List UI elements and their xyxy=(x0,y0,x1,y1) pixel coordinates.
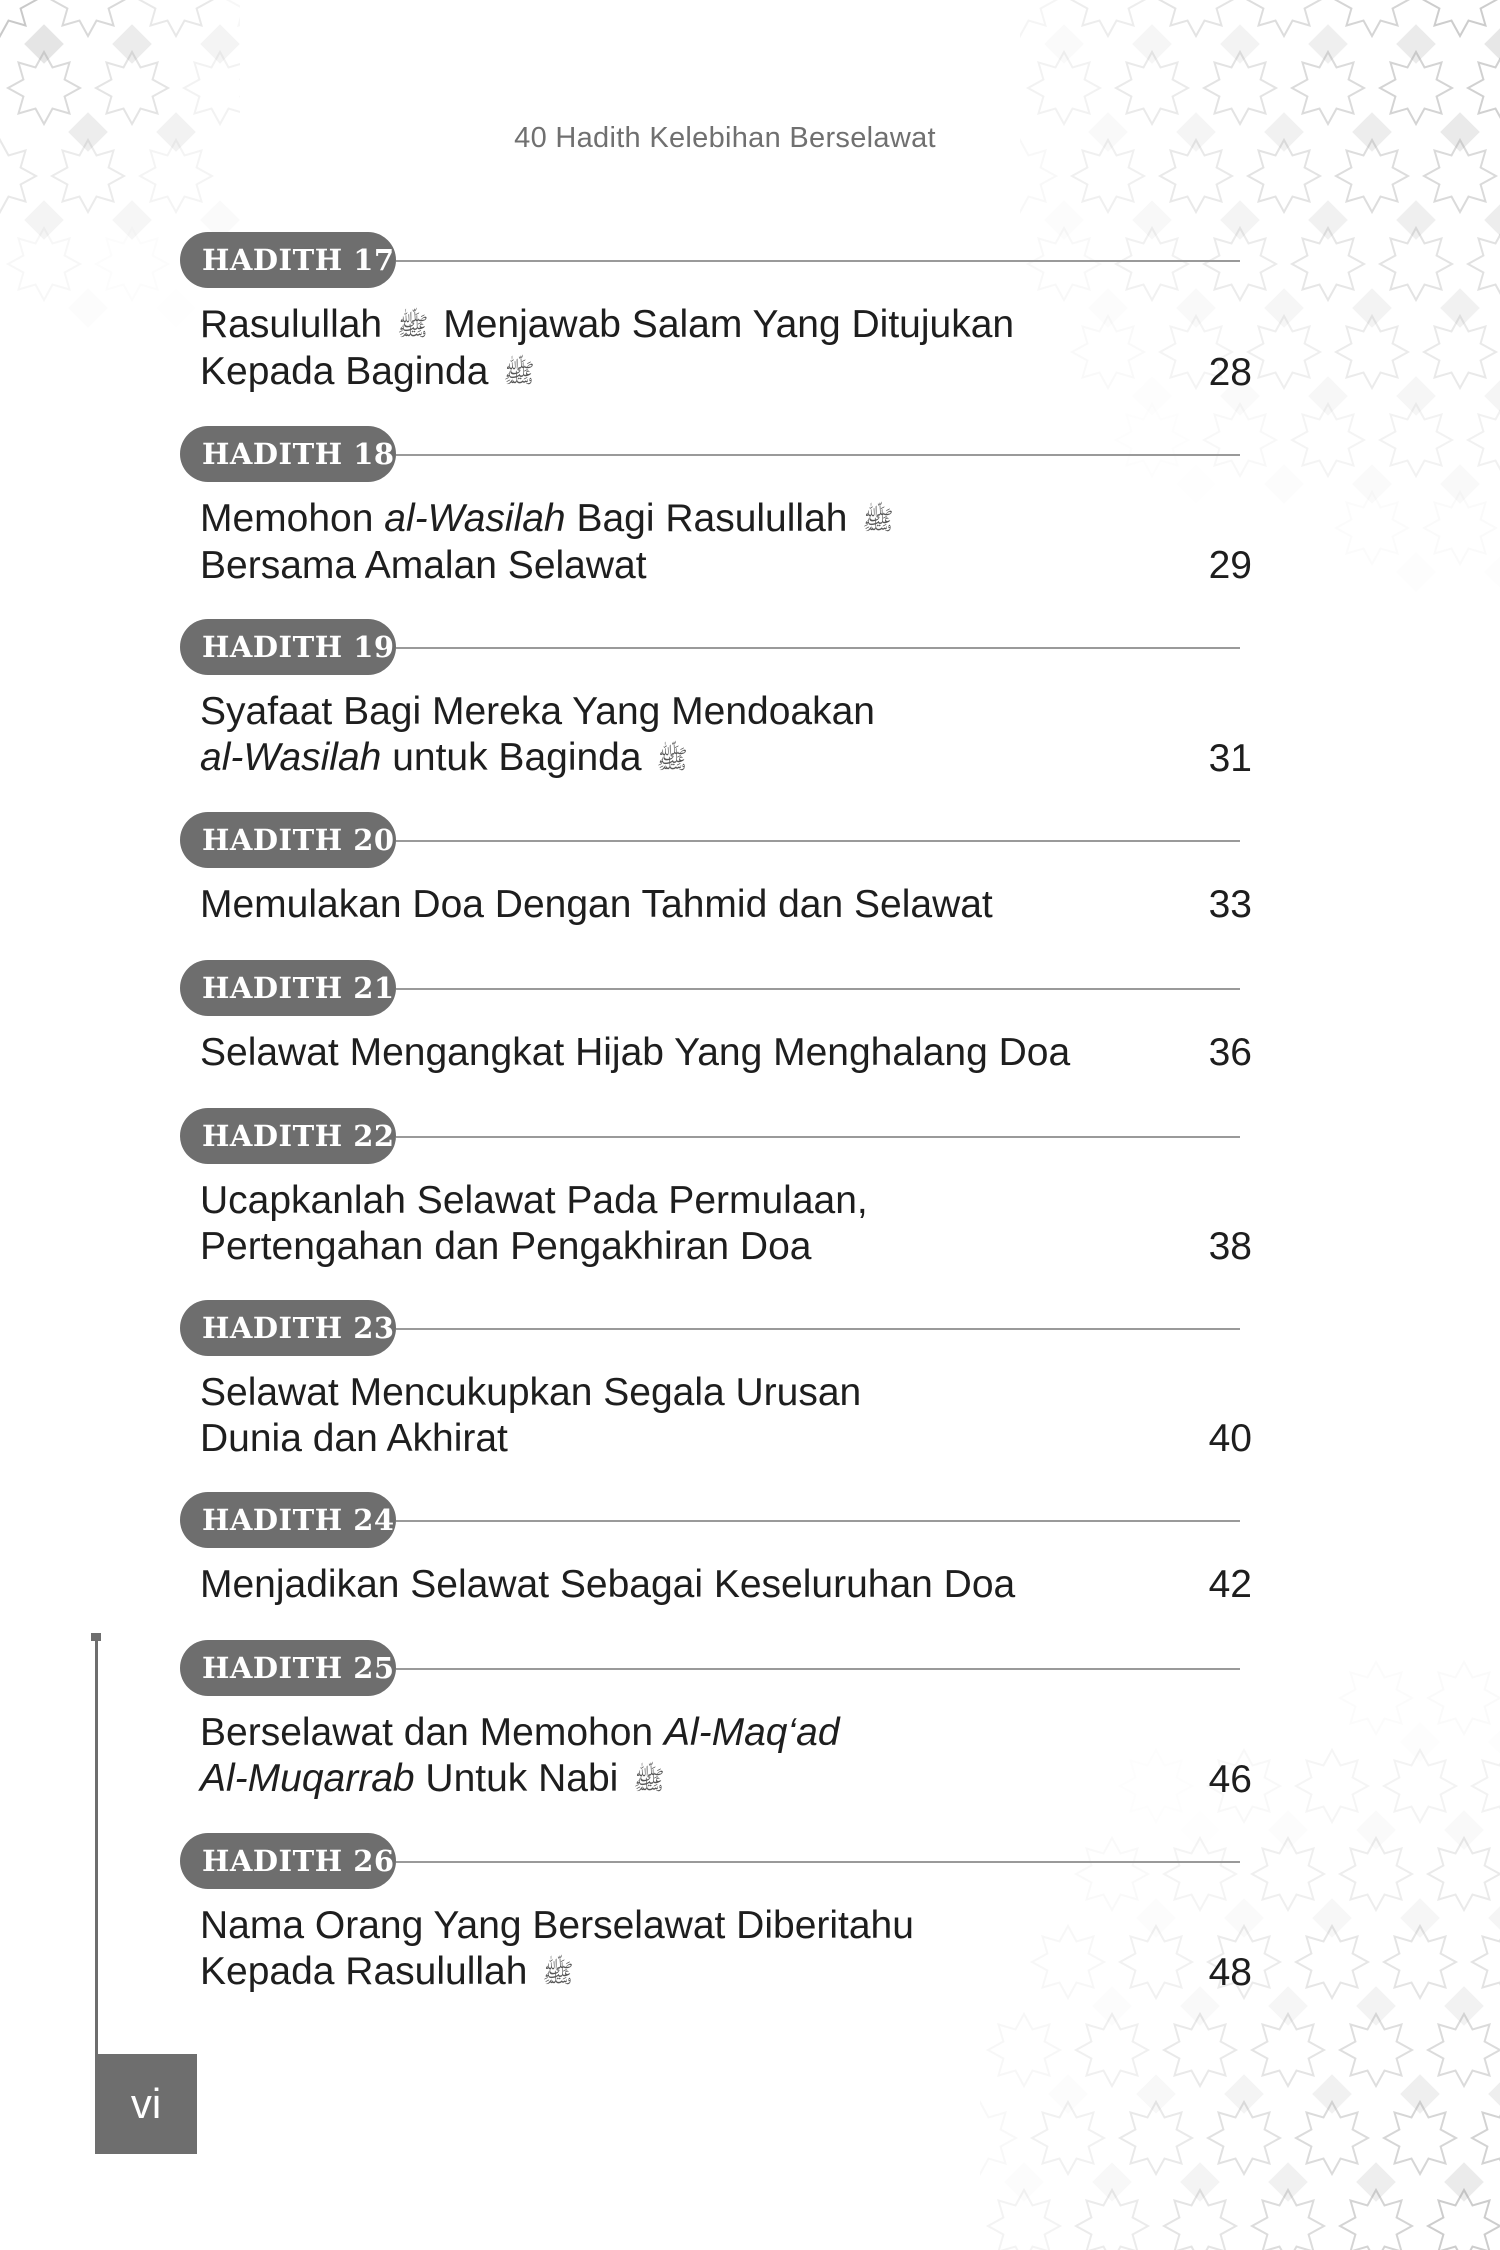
ornament-star xyxy=(1116,52,1188,124)
ornament-star xyxy=(1072,0,1144,36)
ornament-diamond xyxy=(1132,24,1172,64)
ornament-diamond xyxy=(1044,24,1084,64)
entry-tag-row xyxy=(0,1492,1500,1548)
title-text: Menjawab Salam Yang Ditujukan xyxy=(432,303,1015,346)
ornament-star xyxy=(1292,52,1364,124)
entry-title-row xyxy=(0,1030,1500,1076)
ornament-star xyxy=(1340,2190,1412,2250)
ornament-star xyxy=(96,52,168,124)
divider-line xyxy=(396,260,1240,262)
ornament-star xyxy=(140,0,212,36)
entry-title xyxy=(200,496,1180,589)
ornament-diamond xyxy=(1396,24,1436,64)
ornament-star xyxy=(988,2190,1060,2250)
entry-tag-row xyxy=(0,1108,1500,1164)
entry-title-line xyxy=(200,543,1180,589)
ornament-diamond xyxy=(200,24,240,64)
entry-tag-row xyxy=(0,619,1500,675)
ornament-diamond xyxy=(1268,2162,1308,2202)
hadith-label: HADITH 25 xyxy=(180,1640,396,1696)
divider-line xyxy=(396,1520,1240,1522)
page-reference: 33 xyxy=(1208,883,1252,926)
ornament-diamond xyxy=(1488,2074,1500,2114)
hadith-label: HADITH 22 xyxy=(180,1108,396,1164)
entry-title-line xyxy=(200,689,1180,735)
title-text: Menjadikan Selawat Sebagai Keseluruhan Doa xyxy=(200,1563,1016,1606)
ornament-diamond xyxy=(1312,2074,1352,2114)
ornament-star xyxy=(1384,2102,1456,2174)
ornament-star xyxy=(8,52,80,124)
ornament-diamond xyxy=(1444,2162,1484,2202)
divider-line xyxy=(396,1136,1240,1138)
entry-tag-row xyxy=(0,426,1500,482)
divider-line xyxy=(396,1668,1240,1670)
ornament-star xyxy=(1472,2102,1500,2174)
divider-line xyxy=(396,840,1240,842)
ornament-diamond xyxy=(1484,24,1500,64)
ornament-diamond xyxy=(24,24,64,64)
ornament-star xyxy=(0,0,36,36)
ornament-star xyxy=(1028,52,1100,124)
saw-honorific-icon: ﷺ xyxy=(503,358,535,388)
ornament-diamond xyxy=(1004,2162,1044,2202)
ornament-star xyxy=(1020,0,1056,36)
entry-title-row xyxy=(0,1178,1500,1270)
entry-tag-row xyxy=(0,960,1500,1016)
entry-title-line xyxy=(200,349,1180,396)
saw-honorific-icon: ﷺ xyxy=(656,744,688,774)
entry-title-line xyxy=(200,882,1180,928)
page-reference: 42 xyxy=(1208,1563,1252,1606)
toc-entry xyxy=(0,232,1500,396)
entry-title-line xyxy=(200,1903,1180,1949)
ornament-star xyxy=(1468,52,1500,124)
hadith-label: HADITH 24 xyxy=(180,1492,396,1548)
title-text: Syafaat Bagi Mereka Yang Mendoakan xyxy=(200,690,875,733)
ornament-diamond xyxy=(1220,24,1260,64)
entry-title xyxy=(200,1903,1180,1996)
ornament-star xyxy=(1164,2190,1236,2250)
title-text: Bersama Amalan Selawat xyxy=(200,544,647,587)
hadith-label: HADITH 17 xyxy=(180,232,396,288)
hadith-label: HADITH 26 xyxy=(180,1833,396,1889)
ornament-star xyxy=(1076,2190,1148,2250)
ornament-star xyxy=(1248,0,1320,36)
hadith-label: HADITH 19 xyxy=(180,619,396,675)
italic-term: al-Wasilah xyxy=(200,736,382,779)
page-reference: 40 xyxy=(1208,1417,1252,1460)
page-reference: 36 xyxy=(1208,1031,1252,1074)
ornament-star xyxy=(1428,2190,1500,2250)
title-text: Selawat Mengangkat Hijab Yang Menghalang Doa xyxy=(200,1031,1071,1074)
hadith-label: HADITH 20 xyxy=(180,812,396,868)
title-text: Kepada Baginda xyxy=(200,350,500,393)
entry-title-line xyxy=(200,735,1180,782)
entry-title-row xyxy=(0,689,1500,782)
entry-title-row xyxy=(0,496,1500,589)
saw-honorific-icon: ﷺ xyxy=(542,1958,574,1988)
ornament-diamond xyxy=(1048,2074,1088,2114)
page-rule xyxy=(95,1637,98,2055)
ornament-star xyxy=(1336,0,1408,36)
entry-title-row xyxy=(0,1710,1500,1803)
entry-title xyxy=(200,689,1180,782)
entry-title-line xyxy=(200,1178,1180,1224)
entry-title-line xyxy=(200,1756,1180,1803)
entry-tag-row xyxy=(0,1300,1500,1356)
page-reference: 31 xyxy=(1208,737,1252,780)
title-text: Selawat Mencukupkan Segala Urusan xyxy=(200,1371,862,1414)
saw-honorific-icon: ﷺ xyxy=(396,311,429,341)
ornament-diamond xyxy=(1224,2074,1264,2114)
toc-entry xyxy=(0,426,1500,589)
entry-title-line xyxy=(200,496,1180,543)
toc-entry xyxy=(0,960,1500,1076)
divider-line xyxy=(396,454,1240,456)
divider-line xyxy=(396,988,1240,990)
ornament-star xyxy=(1160,0,1232,36)
ornament-star xyxy=(1120,2102,1192,2174)
hadith-label: HADITH 23 xyxy=(180,1300,396,1356)
entry-title-row xyxy=(0,882,1500,928)
entry-title-row xyxy=(0,302,1500,396)
entry-title-row xyxy=(0,1903,1500,1996)
ornament-star xyxy=(184,52,240,124)
italic-term: Al-Maq‘ad xyxy=(663,1711,840,1754)
hadith-label: HADITH 21 xyxy=(180,960,396,1016)
title-text: Memohon xyxy=(200,497,385,540)
ornament-star xyxy=(980,2102,1016,2174)
toc-entry xyxy=(0,1300,1500,1462)
table-of-contents xyxy=(0,232,1500,2026)
title-text: Kepada Rasulullah xyxy=(200,1950,539,1993)
entry-tag-row xyxy=(0,1833,1500,1889)
toc-entry xyxy=(0,1108,1500,1270)
ornament-star xyxy=(1424,0,1496,36)
title-text: Bagi Rasulullah xyxy=(565,497,859,540)
ornament-star xyxy=(52,0,124,36)
entry-tag-row xyxy=(0,1640,1500,1696)
entry-title xyxy=(200,1370,1180,1462)
entry-title-line xyxy=(200,1710,1180,1756)
ornament-star xyxy=(1296,2102,1368,2174)
ornament-star xyxy=(1204,52,1276,124)
entry-title xyxy=(200,882,1180,928)
entry-title-row xyxy=(0,1370,1500,1462)
ornament-star xyxy=(1252,2190,1324,2250)
entry-tag-row xyxy=(0,232,1500,288)
ornament-star xyxy=(1380,52,1452,124)
ornament-star xyxy=(1208,2102,1280,2174)
toc-entry xyxy=(0,619,1500,782)
ornament-diamond xyxy=(112,24,152,64)
page-reference: 29 xyxy=(1208,544,1252,587)
title-text: Memulakan Doa Dengan Tahmid dan Selawat xyxy=(200,883,993,926)
title-text: untuk Baginda xyxy=(381,736,653,779)
page-reference: 28 xyxy=(1208,351,1252,394)
entry-tag-row xyxy=(0,812,1500,868)
italic-term: Al-Muqarrab xyxy=(200,1757,415,1800)
divider-line xyxy=(396,1328,1240,1330)
ornament-diamond xyxy=(1308,24,1348,64)
ornament-diamond xyxy=(1400,2074,1440,2114)
saw-honorific-icon: ﷺ xyxy=(862,505,894,535)
entry-title-line xyxy=(200,1370,1180,1416)
entry-title xyxy=(200,302,1180,396)
toc-entry xyxy=(0,1492,1500,1608)
title-text: Untuk Nabi xyxy=(414,1757,630,1800)
title-text: Nama Orang Yang Berselawat Diberitahu xyxy=(200,1904,914,1947)
entry-title-line xyxy=(200,1416,1180,1462)
title-text: Dunia dan Akhirat xyxy=(200,1417,508,1460)
entry-title-line xyxy=(200,1224,1180,1270)
entry-title-line xyxy=(200,1562,1180,1608)
saw-honorific-icon: ﷺ xyxy=(633,1765,665,1795)
entry-title-line xyxy=(200,1030,1180,1076)
ornament-diamond xyxy=(1092,2162,1132,2202)
page-number: vi xyxy=(95,2054,197,2154)
hadith-label: HADITH 18 xyxy=(180,426,396,482)
italic-term: al-Wasilah xyxy=(384,497,566,540)
entry-title-line xyxy=(200,1949,1180,1996)
title-text: Berselawat dan Memohon xyxy=(200,1711,664,1754)
entry-title-line xyxy=(200,302,1180,349)
toc-entry xyxy=(0,1640,1500,1803)
entry-title-row xyxy=(0,1562,1500,1608)
entry-title xyxy=(200,1178,1180,1270)
divider-line xyxy=(396,647,1240,649)
toc-entry xyxy=(0,1833,1500,1996)
entry-title xyxy=(200,1562,1180,1608)
ornament-diamond xyxy=(1356,2162,1396,2202)
title-text: Ucapkanlah Selawat Pada Permulaan, xyxy=(200,1179,868,1222)
running-header: 40 Hadith Kelebihan Berselawat xyxy=(514,122,936,154)
ornament-diamond xyxy=(1180,2162,1220,2202)
title-text: Pertengahan dan Pengakhiran Doa xyxy=(200,1225,812,1268)
toc-entry xyxy=(0,812,1500,928)
page-reference: 46 xyxy=(1208,1758,1252,1801)
entry-title xyxy=(200,1710,1180,1803)
entry-title xyxy=(200,1030,1180,1076)
page-reference: 48 xyxy=(1208,1951,1252,1994)
page-reference: 38 xyxy=(1208,1225,1252,1268)
ornament-star xyxy=(1032,2102,1104,2174)
title-text: Rasulullah xyxy=(200,303,393,346)
divider-line xyxy=(396,1861,1240,1863)
ornament-diamond xyxy=(1136,2074,1176,2114)
ornament-star xyxy=(228,0,240,36)
